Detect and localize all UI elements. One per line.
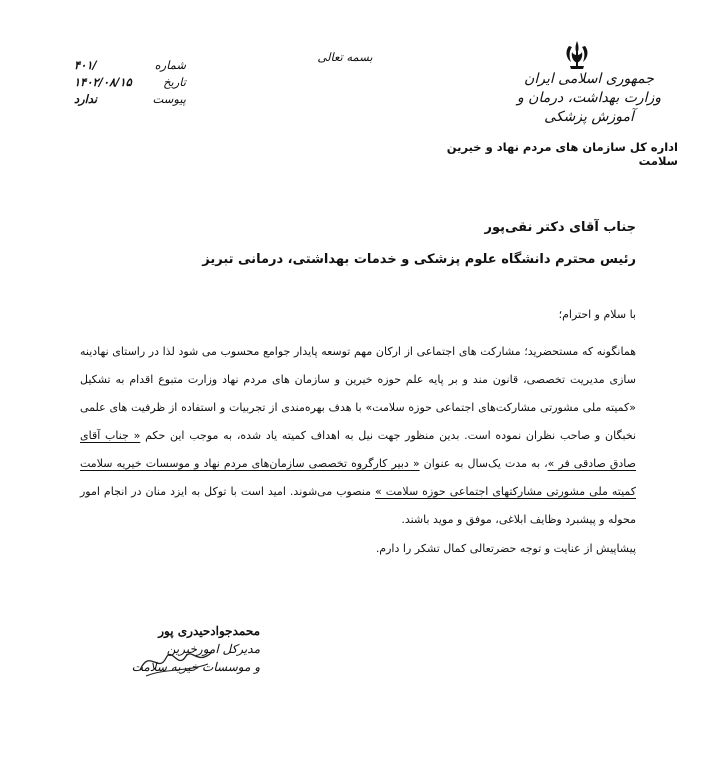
basmala: بسمه تعالی — [317, 50, 373, 64]
addressee-name: جناب آقای دکتر نقی‌پور — [484, 220, 636, 235]
ministry-line-2: وزارت بهداشت، درمان و آموزش پزشکی — [516, 90, 662, 125]
appointee-name: « جناب آقای صادق صادقی فر » — [80, 429, 636, 470]
addressee-title: رئیس محترم دانشگاه علوم پزشکی و خدمات بهداشتی، درمانی تبریز — [202, 252, 636, 267]
number-label: شماره — [154, 58, 186, 72]
body-text-3: منصوب می‌شوند. امید است با توکل به ایزد منان در انجام امور محوله و پیشبرد وظایف ابلاغی، موفق و موید باشند. — [80, 485, 636, 526]
greeting: با سلام و احترام؛ — [558, 308, 636, 321]
letter-metadata — [70, 58, 186, 109]
date-label: تاریخ — [163, 75, 186, 89]
handwritten-signature — [136, 640, 216, 680]
attachment-row — [70, 92, 186, 109]
date-row — [70, 75, 186, 92]
body-paragraph — [80, 338, 636, 534]
attachment-label: پیوست — [152, 92, 186, 106]
number-row — [70, 58, 186, 75]
body-text-1: همانگونه که مستحضرید؛ مشارکت های اجتماعی از ارکان مهم توسعه پایدار جوامع محسوب می شود لذا در راستای نهادینه سازی مدیریت تخصصی، قانون مند و بر پایه علم حوزه خیرین و سازمان های مردم نهاد وزارت متبوع اقدام به تشکیل «کمیته ملی مشورتی مشارکت‌های اجتماعی حوزه سلامت» با هدف بهره‌مندی از تجربیات و استفاده از ظرفیت های علمی نخبگان و صاحب نظران نموده است. بدین منظور جهت نیل به اهداف کمیته یاد شده، به موجب این حکم — [80, 345, 637, 442]
signatory-title-1: مدیرکل امورخیرین — [166, 642, 260, 656]
body-text-2: ، به مدت یک‌سال به عنوان — [423, 457, 548, 470]
appointment-title: « دبیر کارگروه تخصصی سازمان‌های مردم نهاد و موسسات خیریه سلامت کمیته ملی مشورتی مشارکتهای اجتماعی حوزه سلامت » — [80, 457, 637, 498]
number-value: ۴۰۱/ — [74, 58, 97, 72]
iran-emblem-icon — [560, 38, 594, 72]
letter-body — [80, 338, 636, 534]
date-value: ۱۴۰۲/۰۸/۱۵ — [74, 75, 132, 89]
ministry-name — [500, 70, 678, 127]
signatory-name: محمدجوادحیدری پور — [158, 624, 260, 638]
signatory-title-2: و موسسات خیریه سلامت — [131, 660, 260, 674]
attachment-value: ندارد — [74, 92, 98, 106]
ministry-line-1: جمهوری اسلامی ایران — [524, 71, 654, 87]
office-name: اداره کل سازمان های مردم نهاد و خیرین سلامت — [446, 140, 678, 168]
closing-line: پیشاپیش از عنایت و توجه حضرتعالی کمال تشکر را دارم. — [375, 542, 636, 555]
